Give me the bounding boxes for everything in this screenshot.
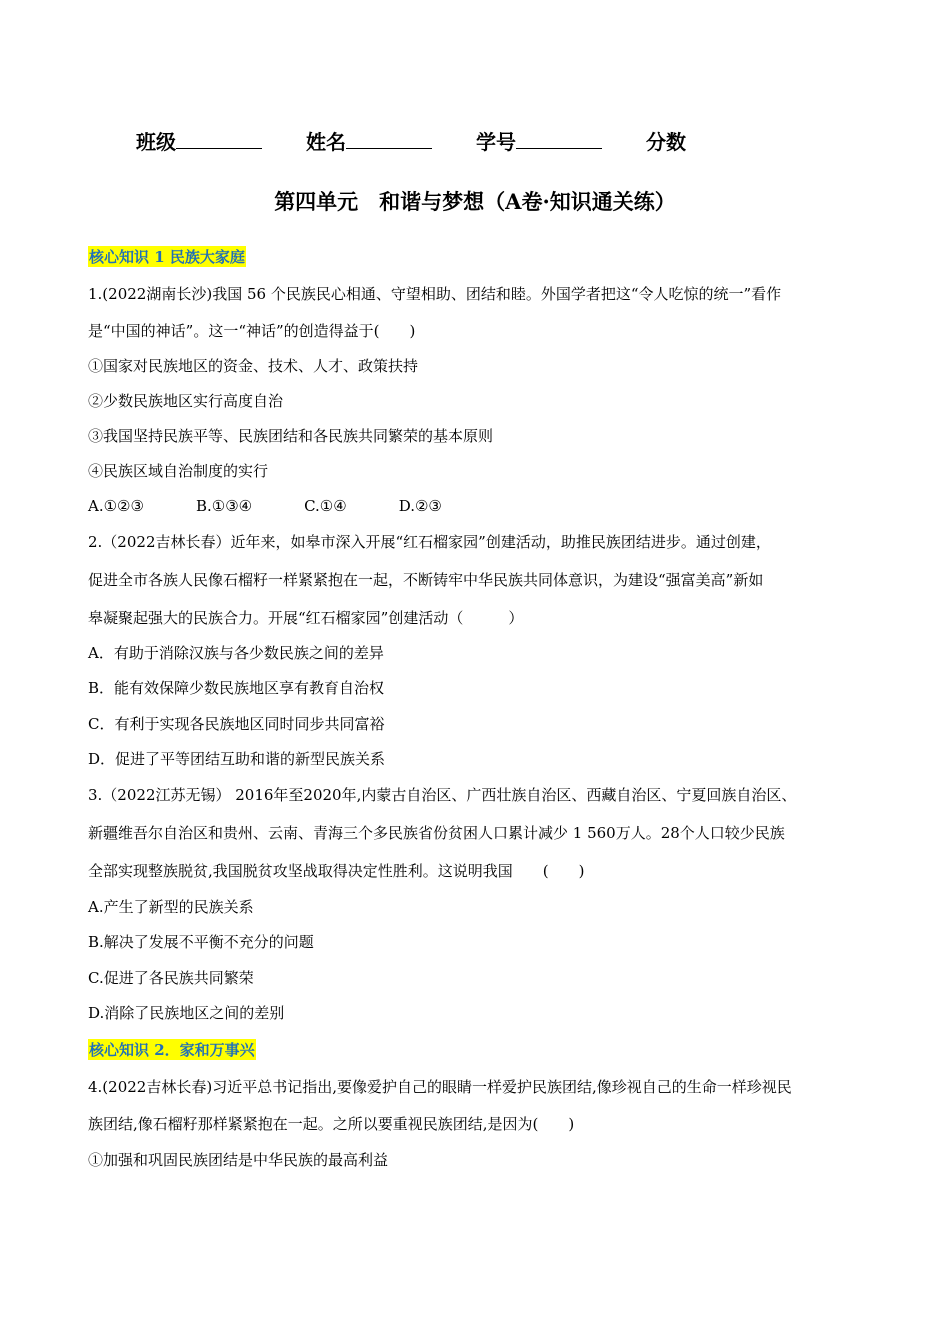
q1-item-3: ③我国坚持民族平等、民族团结和各民族共同繁荣的基本原则 [88,427,494,445]
q1-options [88,497,442,515]
score-label: 分数 [646,130,686,154]
class-label: 班级 [136,130,176,154]
class-blank [176,130,262,149]
q2-option-a: A．有助于消除汉族与各少数民族之间的差异 [88,644,384,662]
q2-line-1: 2.（2022吉林长春）近年来，如皋市深入开展“红石榴家园”创建活动，助推民族团结进步。通过创建， [88,533,771,551]
q3-option-b: B.解决了发展不平衡不充分的问题 [88,933,314,951]
student-info-row [136,126,686,155]
q1-option-b: B.①③④ [195,497,253,515]
section-heading-1: 核心知识 1 民族大家庭 [89,248,245,266]
q3-option-c: C.促进了各民族共同繁荣 [88,969,254,987]
q2-option-c: C．有利于实现各民族地区同时同步共同富裕 [88,715,385,733]
name-field [306,126,432,155]
name-label: 姓名 [306,130,346,154]
score-field [646,126,686,155]
q1-item-2: ②少数民族地区实行高度自治 [88,392,284,410]
q3-option-d: D.消除了民族地区之间的差别 [88,1004,285,1022]
q3-option-a: A.产生了新型的民族关系 [88,898,254,916]
q1-option-d: D.②③ [398,497,442,515]
q4-line-2: 族团结,像石榴籽那样紧紧抱在一起。之所以要重视民族团结,是因为( ) [88,1115,575,1133]
q4-line-1: 4.(2022吉林长春)习近平总书记指出,要像爱护自己的眼睛一样爱护民族团结,像珍视自己的生命一样珍视民 [88,1078,792,1096]
q2-line-2: 促进全市各族人民像石榴籽一样紧紧抱在一起，不断铸牢中华民族共同体意识，为建设“强富美高”新如 [88,571,764,589]
page-title: 第四单元 和谐与梦想（A卷·知识通关练） [274,189,676,214]
q2-option-d: D．促进了平等团结互助和谐的新型民族关系 [88,750,386,768]
q1-line-2: 是“中国的神话”。这一“神话”的创造得益于( ) [88,322,416,340]
q1-item-4: ④民族区域自治制度的实行 [88,462,269,480]
id-label: 学号 [476,130,516,154]
q2-line-3: 皋凝聚起强大的民族合力。开展“红石榴家园”创建活动（ ） [88,609,524,627]
q3-line-3: 全部实现整族脱贫,我国脱贫攻坚战取得决定性胜利。这说明我国 ( ) [88,862,585,880]
q3-line-2: 新疆维吾尔自治区和贵州、云南、青海三个多民族省份贫困人口累计减少 1 560万人。28个人口较少民族 [88,824,785,842]
id-field [476,126,602,155]
class-field [136,126,262,155]
q1-line-1: 1.(2022湖南长沙)我国 56 个民族民心相通、守望相助、团结和睦。外国学者把这“令人吃惊的统一”看作 [88,285,782,303]
q3-line-1: 3.（2022江苏无锡） 2016年至2020年,内蒙古自治区、广西壮族自治区、西藏自治区、宁夏回族自治区、 [88,786,797,804]
q4-item-1: ①加强和巩固民族团结是中华民族的最高利益 [88,1151,389,1169]
q2-option-b: B．能有效保障少数民族地区享有教育自治权 [88,679,385,697]
section-heading-2: 核心知识 2．家和万事兴 [89,1041,255,1059]
q1-item-1: ①国家对民族地区的资金、技术、人才、政策扶持 [88,357,419,375]
q1-option-a: A.①②③ [88,497,144,515]
name-blank [346,130,432,149]
id-blank [516,130,602,149]
q1-option-c: C.①④ [304,497,347,515]
